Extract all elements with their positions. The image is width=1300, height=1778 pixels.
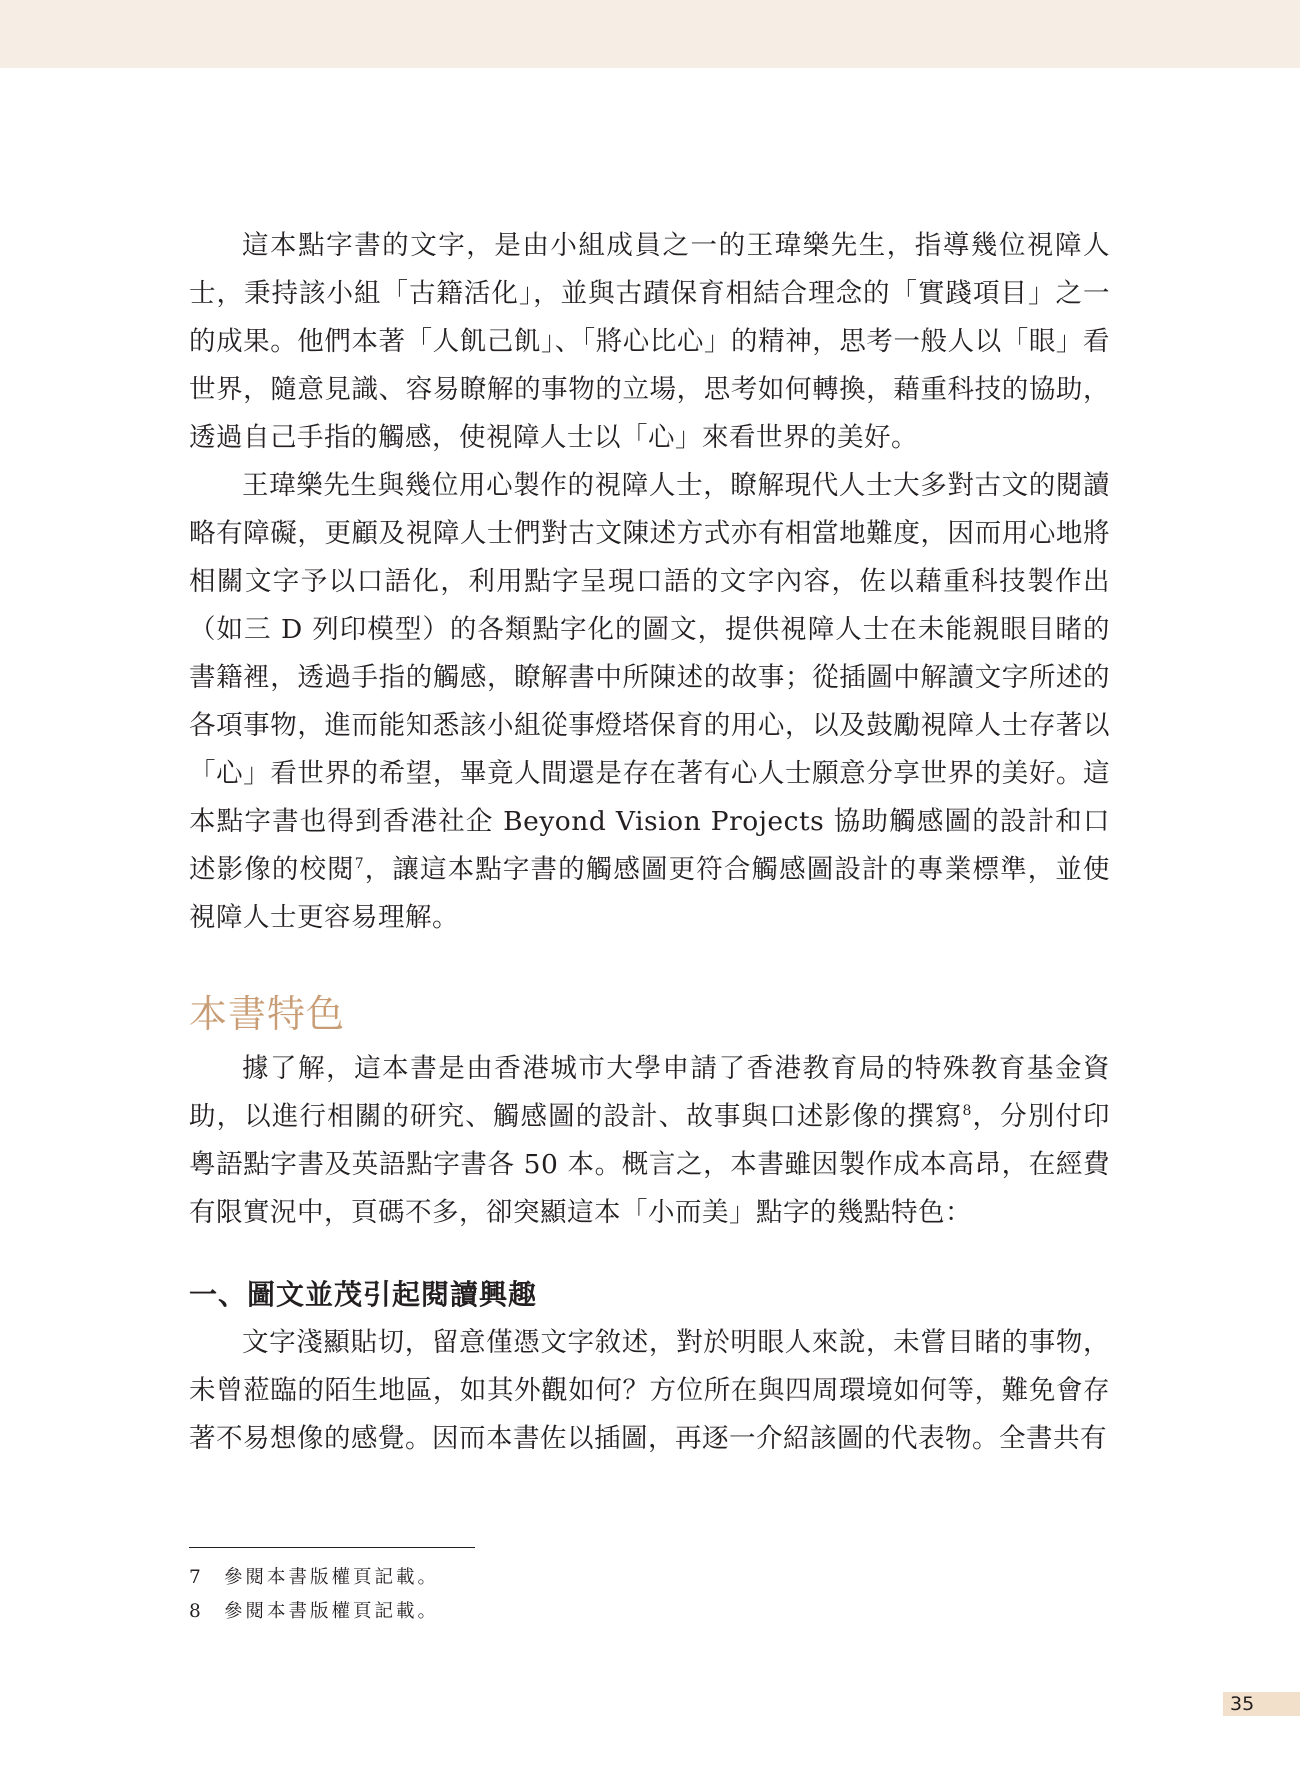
top-header-band [0,0,1300,68]
footnote-item [189,1595,789,1629]
footnote-number: 7 [189,1567,201,1588]
footnote-divider [189,1547,475,1548]
footnote-reference[interactable]: 8 [962,1103,972,1120]
paragraph-text: ，分別付印粵語點字書及英語點字書各 50 本。概言之，本書雖因製作成本高昂，在經費有限實況中，頁碼不多，卻突顯這本「小而美」點字的幾點特色： [189,1101,1111,1228]
body-paragraph [189,1045,1110,1237]
footnote-text: 參閱本書版權頁記載。 [224,1601,440,1622]
footnote-item [189,1561,789,1595]
footnote-text: 參閱本書版權頁記載。 [224,1567,440,1588]
subsection-heading: 一、圖文並茂引起閱讀興趣 [189,1278,538,1311]
page-number: 35 [1230,1693,1255,1715]
paragraph-text: 據了解，這本書是由香港城市大學申請了香港教育局的特殊教育基金資助，以進行相關的研究、觸感圖的設計、故事與口述影像的撰寫 [189,1053,1110,1132]
section-heading: 本書特色 [189,992,346,1036]
footnote-number: 8 [189,1601,201,1622]
body-paragraph: 文字淺顯貼切，留意僅憑文字敘述，對於明眼人來說，未嘗目睹的事物，未曾蒞臨的陌生地區，如其外觀如何？方位所在與四周環境如何等，難免會存著不易想像的感覺。因而本書佐以插圖，再逐一介紹該圖的代表物。全書共有 [189,1327,1110,1454]
body-paragraph [189,462,1110,942]
footnotes [189,1561,789,1629]
body-paragraph: 這本點字書的文字，是由小組成員之一的王瑋樂先生，指導幾位視障人士，秉持該小組「古籍活化」，並與古蹟保育相結合理念的「實踐項目」之一的成果。他們本著「人飢己飢」、「將心比心」的精神，思考一般人以「眼」看世界，隨意見識、容易瞭解的事物的立場，思考如何轉換，藉重科技的協助，透過自己手指的觸感，使視障人士以「心」來看世界的美好。 [189,230,1110,453]
paragraph-text: 王瑋樂先生與幾位用心製作的視障人士，瞭解現代人士大多對古文的閱讀略有障礙，更顧及視障人士們對古文陳述方式亦有相當地難度，因而用心地將相關文字予以口語化，利用點字呈現口語的文字內容，佐以藉重科技製作出（如三 D 列印模型）的各類點字化的圖文，提供視障人士在未能親眼目睹的書籍裡，透過手指的觸感，瞭解書中所陳述的故事；從插圖中解讀文字所述的各項事物，進而能知悉該小組從事燈塔保育的用心，以及鼓勵視障人士存著以「心」看世界的希望，畢竟人間還是存在著有心人士願意分享世界的美好。這本點字書也得到香港社企 Beyond Vision Projects 協助觸感圖的設計和口述影像的校閱 [189,470,1110,885]
footnote-reference[interactable]: 7 [354,856,365,873]
paragraph-text: ，讓這本點字書的觸感圖更符合觸感圖設計的專業標準，並使視障人士更容易理解。 [189,854,1111,933]
page-body [189,222,1110,1463]
